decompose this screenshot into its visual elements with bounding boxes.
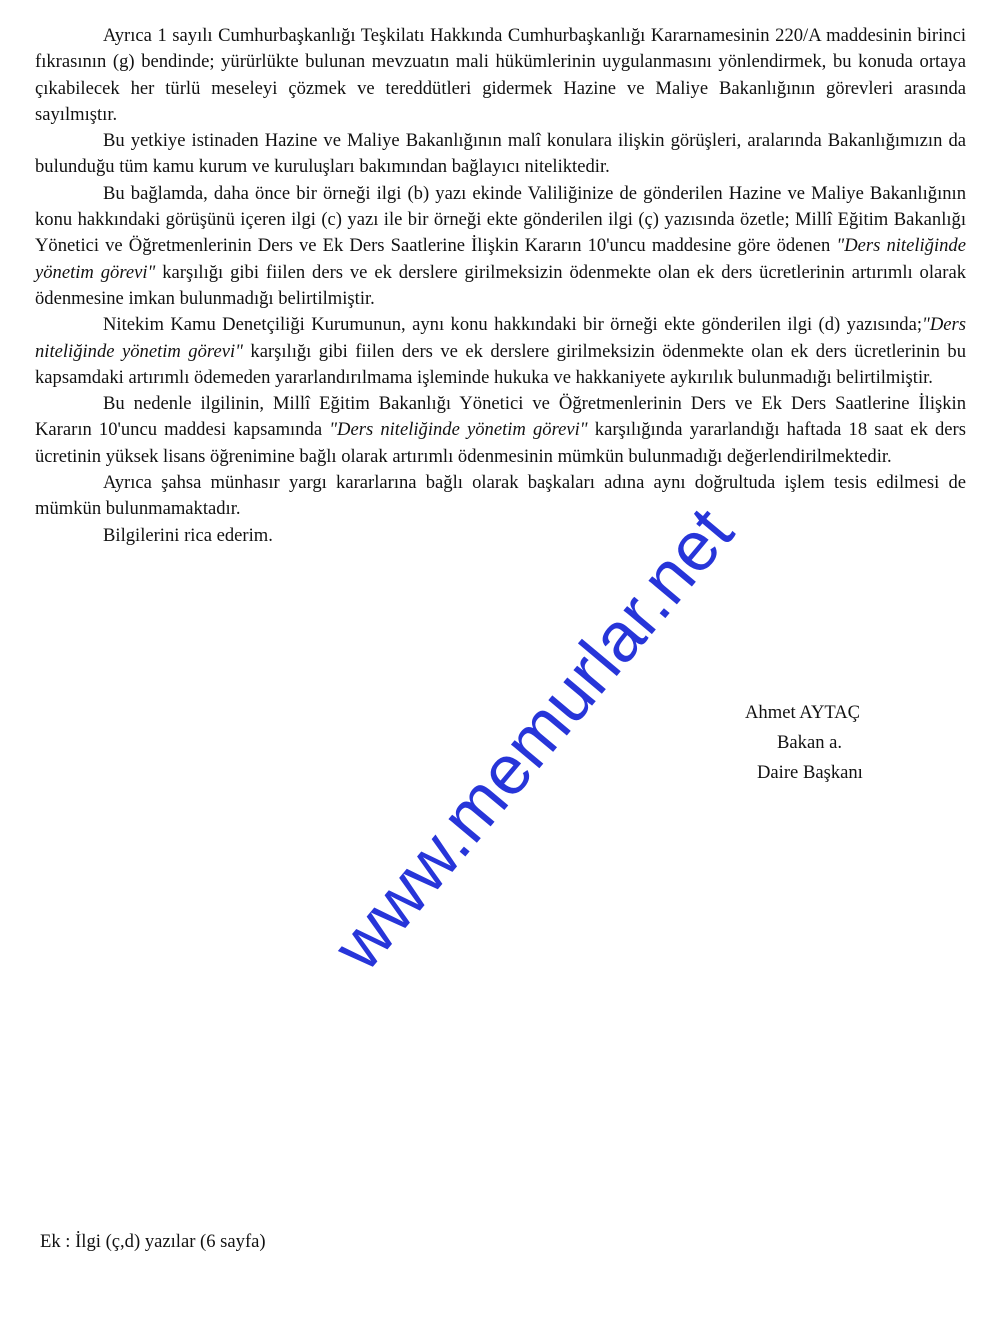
- paragraph-court-decisions: Ayrıca şahsa münhasır yargı kararlarına bağlı olarak başkaları adına aynı doğrultuda işlem tesis edilmesi de mümkün bulunmamaktadır.: [35, 472, 966, 520]
- paragraph-text: karşılığı gibi fiilen ders ve ek derslere girilmeksizin ödenmekte olan ek ders ücretlerinin artırımlı olarak ödenmesine imkan bulunmadığı belirtilmiştir.: [35, 261, 966, 309]
- signatory-title: Daire Başkanı: [757, 762, 863, 783]
- paragraph-text: Bu bağlamda, daha önce bir örneği ilgi (b) yazı ekinde Valiliğinize de gönderilen Hazine ve Maliye Bakanlığının konu hakkındaki görüşünü içeren ilgi (c) yazı ile bir örneği ekte gönderilen ilgi (ç) yazısında özetle; Millî Eğitim Bakanlığı Yönetici ve Öğretmenlerinin Ders ve Ek Ders Saatlerine İlişkin Kararın 10'uncu maddesine göre ödenen: [35, 182, 966, 257]
- paragraph-text: karşılığı gibi fiilen ders ve ek derslere girilmeksizin ödenmekte olan ek ders ücretlerinin bu kapsamdaki artırımlı ödemeden yararlandırılmama işleminde hukuka ve hakkaniyete aykırılık bulunmadığı belirtilmiştir.: [35, 340, 966, 388]
- paragraph-legal-basis: Ayrıca 1 sayılı Cumhurbaşkanlığı Teşkilatı Hakkında Cumhurbaşkanlığı Kararnamesinin 220/A maddesinin birinci fıkrasının (g) bendinde; yürürlükte bulunan mevzuatın mali hükümlerinin uygulanmasını yönlendirmek, bu konuda ortaya çıkabilecek her türlü meseleyi çözmek ve tereddütleri gidermek Hazine ve Maliye Bakanlığının görevleri arasında sayılmıştır.: [35, 25, 966, 125]
- paragraph-ministry-opinion: [35, 181, 966, 312]
- signature-block: [745, 698, 895, 788]
- paragraph-binding-opinion: Bu yetkiye istinaden Hazine ve Maliye Bakanlığının malî konulara ilişkin görüşleri, aralarında Bakanlığımızın da bulunduğu tüm kamu kurum ve kuruluşları bakımından bağlayıcı niteliktedir.: [35, 130, 966, 178]
- paragraph-text: Bu nedenle ilgilinin, Millî Eğitim Bakanlığı Yönetici ve Öğretmenlerinin Ders ve Ek Ders Saatlerine İlişkin Kararın 10'uncu maddesi kapsamında: [35, 393, 966, 441]
- attachment-note: Ek : İlgi (ç,d) yazılar (6 sayfa): [40, 1231, 266, 1252]
- paragraph-conclusion: [35, 391, 966, 470]
- italic-quote: "Ders niteliğinde yönetim görevi": [35, 314, 966, 362]
- paragraph-text: karşılığında yararlandığı haftada 18 saat ek ders ücretinin yüksek lisans öğrenimine bağlı olarak artırımlı ödenmesinin mümkün bulunmadığı değerlendirilmektedir.: [35, 419, 966, 467]
- watermark: www.memurlar.net: [317, 493, 748, 985]
- italic-quote: "Ders niteliğinde yönetim görevi": [329, 419, 588, 441]
- signatory-name: Ahmet AYTAÇ: [745, 702, 861, 723]
- document-body: [35, 23, 966, 549]
- paragraph-closing: Bilgilerini rica ederim.: [103, 524, 273, 546]
- paragraph-text: Nitekim Kamu Denetçiliği Kurumunun, aynı konu hakkındaki bir örneği ekte gönderilen ilgi (d) yazısında;: [103, 314, 923, 336]
- italic-quote: "Ders niteliğinde yönetim görevi": [35, 235, 966, 283]
- paragraph-ombudsman-opinion: [35, 312, 966, 391]
- signatory-deputy: Bakan a.: [777, 732, 843, 753]
